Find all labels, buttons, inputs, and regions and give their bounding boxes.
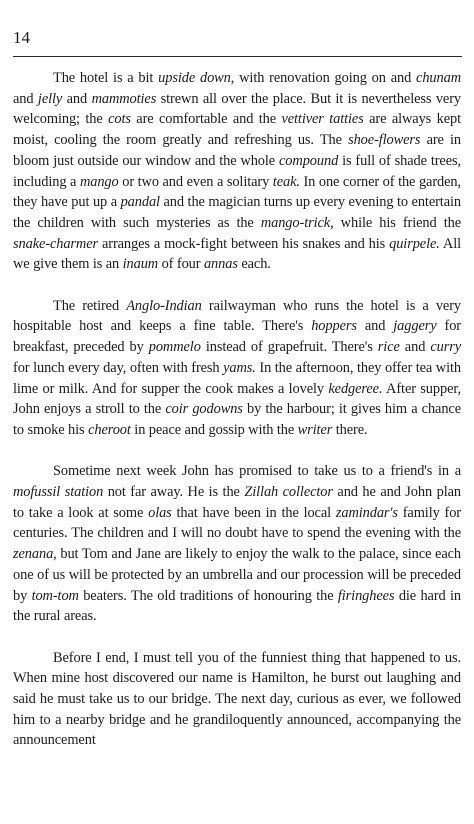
text-run: and he and John plan to take a look at some xyxy=(13,484,461,521)
italic-term: cots xyxy=(108,111,131,128)
text-run: The retired xyxy=(53,297,127,314)
italic-term: upside down xyxy=(158,70,231,86)
text-run: railwayman who runs the hotel is a very hospitable host and keeps a fine table. There's xyxy=(13,297,462,335)
italic-term: vettiver tatties xyxy=(281,111,364,128)
italic-term: mango xyxy=(79,173,119,190)
paragraph xyxy=(13,296,461,441)
text-run: Sometime next week John has promised to take us to a friend's in a xyxy=(53,463,461,480)
italic-term: pommelo xyxy=(148,339,201,356)
italic-term: quirpele. xyxy=(389,235,440,252)
header-rule xyxy=(13,56,462,57)
page-number: 14 xyxy=(13,28,30,47)
text-run: are comfortable and the xyxy=(130,111,282,128)
italic-term: rice xyxy=(377,339,400,356)
text-run: strewn all over the place. But it is nevertheless very welcoming; the xyxy=(13,90,461,128)
italic-term: hoppers xyxy=(311,318,357,335)
text-run: beaters. The old traditions of honouring the xyxy=(78,587,338,604)
text-run: In the afternoon, they offer tea with lime or milk. And for supper the cook makes a lovely xyxy=(13,359,461,397)
italic-term: olas xyxy=(148,504,172,521)
text-run: while his friend the xyxy=(333,214,461,231)
text-run: for breakfast, preceded by xyxy=(13,318,461,356)
text-run: of four xyxy=(158,256,204,273)
paragraph xyxy=(13,68,461,275)
italic-term: yams. xyxy=(223,359,256,376)
text-run: by the harbour; it gives him a chance to smoke his xyxy=(13,401,461,438)
text-run: The hotel is a bit xyxy=(53,70,159,86)
text-run: In one corner of the garden, they have put up a xyxy=(13,173,461,211)
text-run: After supper, John enjoys a stroll to the xyxy=(13,380,461,418)
text-run: Before I end, I must tell you of the funniest thing that happened to us. When mine host discovered our name is Hamilton, he burst out laughing and said he must take us to our bridge. The next day, curious as ever, we followed him to a nearby bridge and he grandiloquently announced, accompanying the announcement xyxy=(13,649,461,749)
text-run: and xyxy=(62,90,92,107)
italic-term: zamindar's xyxy=(335,504,398,521)
italic-term: Zillah collector xyxy=(244,484,333,501)
text-run: arranges a mock-fight between his snakes and his xyxy=(98,235,390,252)
italic-term: mango-trick, xyxy=(260,214,334,231)
text-run: are in bloom just outside our window and the whole xyxy=(13,132,461,169)
italic-term: mammoties xyxy=(91,90,157,107)
text-run: instead of grapefruit. There's xyxy=(200,339,378,356)
italic-term: kedgeree. xyxy=(328,380,383,397)
text-run: each. xyxy=(237,256,271,273)
text-run: and the magician turns up every evening to entertain the children with such mysteries as the xyxy=(13,194,461,231)
italic-term: writer xyxy=(297,421,333,438)
italic-term: tom-tom xyxy=(31,587,79,604)
text-run: but Tom and Jane are likely to enjoy the walk to the palace, since each one of us will be protected by an umbrella and our procession will be preceded by xyxy=(13,546,461,604)
italic-term: annas xyxy=(203,256,238,273)
italic-term: pandal xyxy=(120,194,160,211)
text-run: are always kept moist, cooling the room greatly and refreshing us. The xyxy=(13,111,461,149)
italic-term: teak. xyxy=(272,173,300,190)
text-run: not far away. He is the xyxy=(103,484,245,501)
italic-term: coir godowns xyxy=(165,401,243,418)
italic-term: Anglo-Indian xyxy=(126,297,202,314)
text-run: in peace and gossip with the xyxy=(130,421,298,438)
italic-term: mofussil station xyxy=(13,484,104,501)
text-run: family for centuries. The children and I will no doubt have to spend the evening with the xyxy=(13,504,461,542)
text-run: there. xyxy=(332,421,368,438)
italic-term: snake-charmer xyxy=(13,235,99,252)
text-run: die hard in the rural areas. xyxy=(13,587,461,625)
paragraph xyxy=(13,648,461,752)
text-run: , with renovation going on and xyxy=(230,70,417,86)
text-run: or two and even a solitary xyxy=(118,173,273,190)
paragraph xyxy=(13,461,461,627)
body-text xyxy=(13,68,461,751)
italic-term: firinghees xyxy=(337,587,395,604)
italic-term: chunam xyxy=(416,70,461,86)
text-run: and xyxy=(356,318,394,335)
italic-term: compound xyxy=(279,152,339,169)
text-run: for lunch every day, often with fresh xyxy=(13,359,224,376)
italic-term: cheroot xyxy=(88,421,131,438)
text-run: that have been in the local xyxy=(171,504,336,521)
text-run: All we give them is an xyxy=(13,235,461,273)
text-run: and xyxy=(399,339,431,356)
italic-term: jaggery xyxy=(393,318,437,335)
text-run: is full of shade trees, including a xyxy=(13,152,461,190)
italic-term: inaum xyxy=(122,256,159,273)
text-run: and xyxy=(13,90,38,107)
italic-term: jelly xyxy=(37,90,63,107)
italic-term: curry xyxy=(430,339,461,356)
italic-term: zenana, xyxy=(13,546,57,563)
italic-term: shoe-flowers xyxy=(348,132,421,149)
